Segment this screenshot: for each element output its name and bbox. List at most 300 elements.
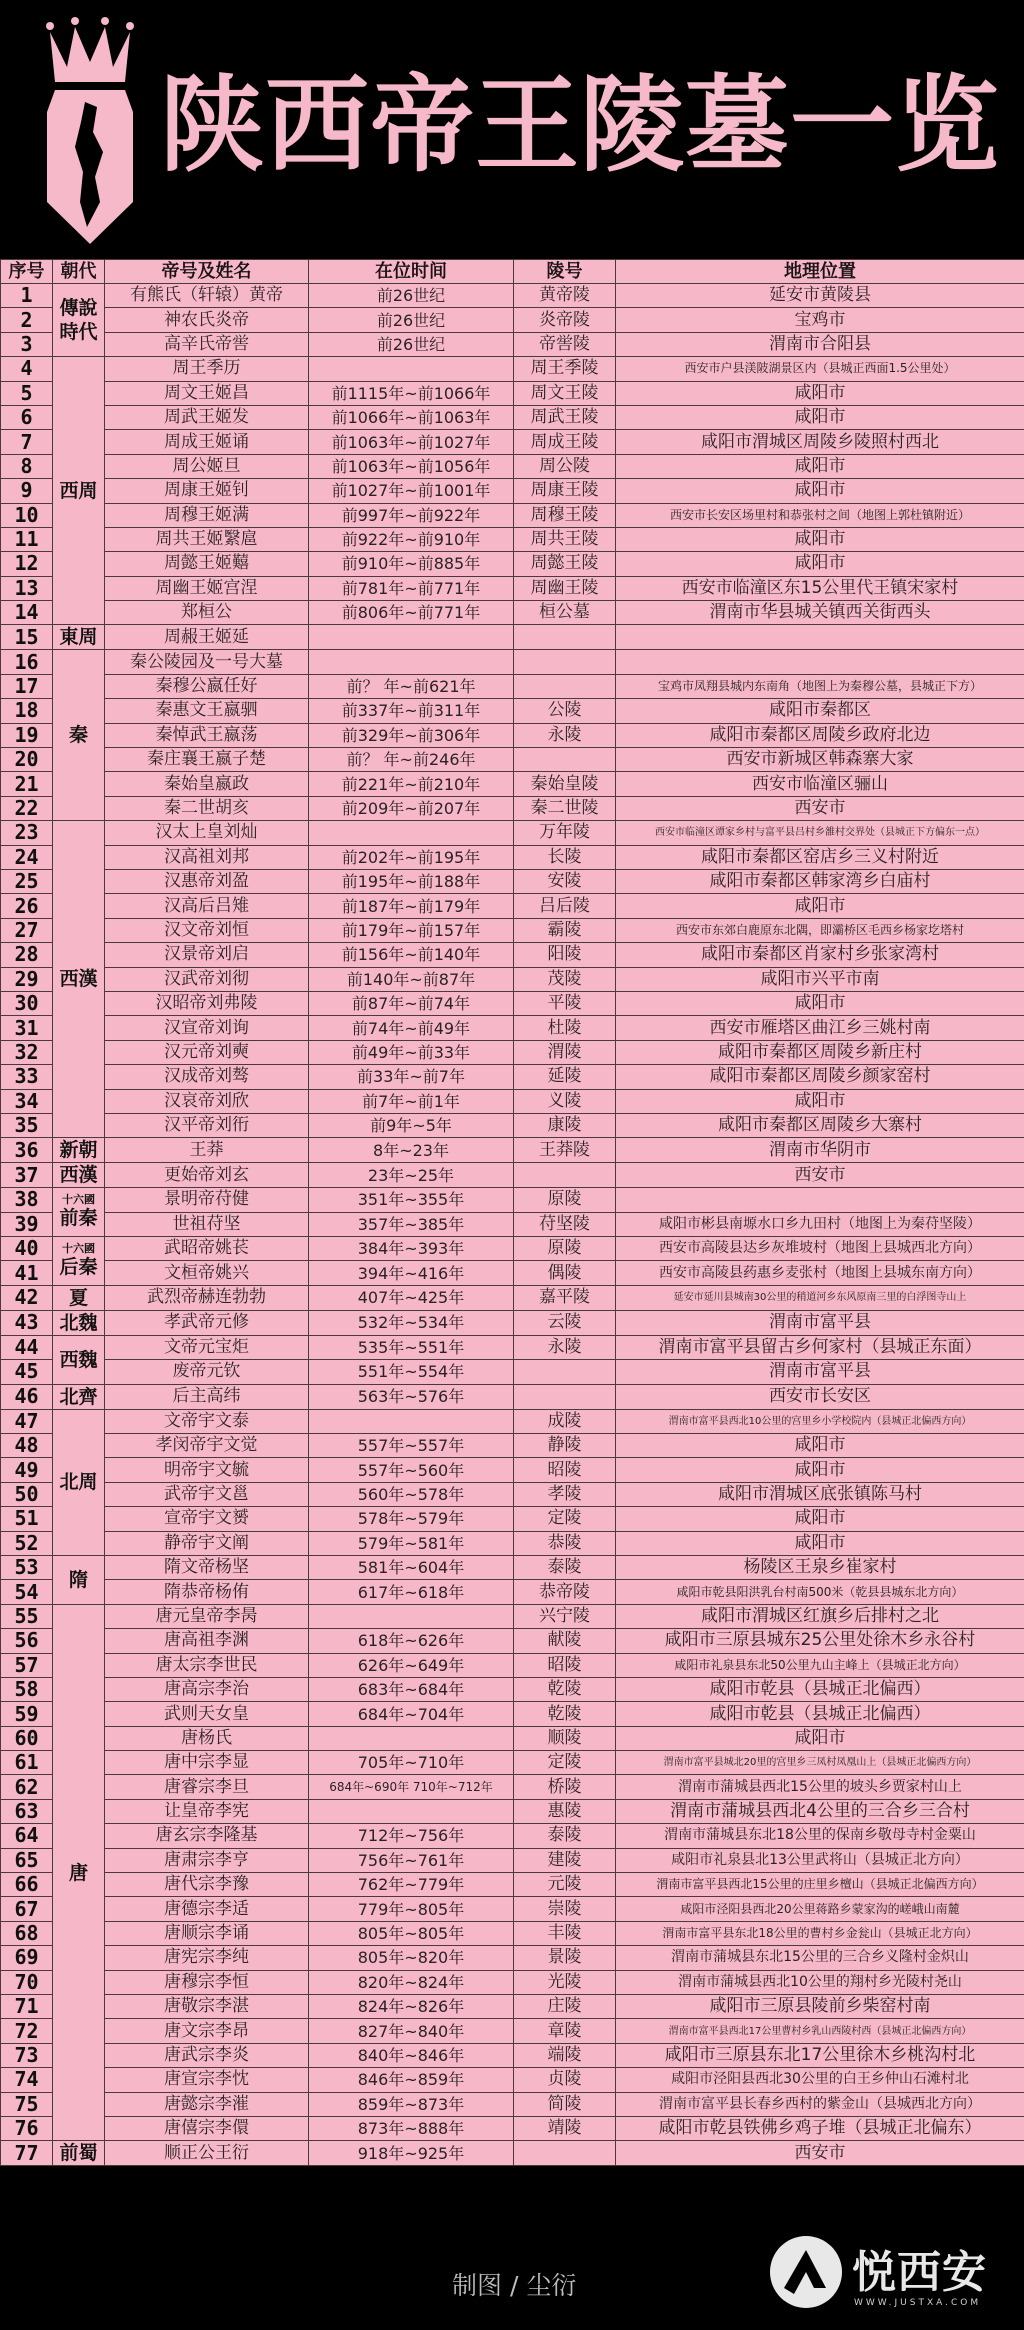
location: 西安市高陵县达乡灰堆坡村（地图上县城西北方向） <box>616 1237 1024 1261</box>
footer <box>0 2198 1024 2330</box>
tomb-name: 丰陵 <box>514 1921 616 1945</box>
emperor-name: 周康王姬钊 <box>105 479 309 503</box>
emperor-name: 汉惠帝刘盈 <box>105 869 309 893</box>
reign-period: 前87年~前74年 <box>309 991 514 1015</box>
reign-period: 779年~805年 <box>309 1897 514 1921</box>
reign-period: 859年~873年 <box>309 2092 514 2116</box>
dynasty-name: 西漢 <box>59 1164 98 1187</box>
row-index: 31 <box>1 1016 53 1040</box>
table-row <box>1 1458 1024 1482</box>
reign-period: 918年~925年 <box>309 2141 514 2166</box>
row-index: 13 <box>1 576 53 600</box>
tomb-name: 崇陵 <box>514 1897 616 1921</box>
emperor-name: 周共王姬繄扈 <box>105 527 309 551</box>
emperor-name: 秦惠文王嬴驷 <box>105 699 309 723</box>
row-index: 6 <box>1 405 53 429</box>
table-row <box>1 1653 1024 1677</box>
emperor-name: 唐顺宗李诵 <box>105 1921 309 1945</box>
emperor-name: 唐元皇帝李昺 <box>105 1604 309 1628</box>
emperor-name: 唐高祖李渊 <box>105 1629 309 1653</box>
reign-period: 前1027年~前1001年 <box>309 479 514 503</box>
reign-period <box>309 821 514 845</box>
table-row <box>1 1507 1024 1531</box>
location: 渭南市富平县 <box>616 1360 1024 1384</box>
reign-period: 前1115年~前1066年 <box>309 381 514 405</box>
emperor-name: 汉平帝刘衎 <box>105 1113 309 1137</box>
row-index: 36 <box>1 1138 53 1163</box>
row-index: 76 <box>1 2116 53 2140</box>
tomb-name: 端陵 <box>514 2043 616 2067</box>
reign-period: 前9年~5年 <box>309 1113 514 1137</box>
emperor-name: 武则天女皇 <box>105 1702 309 1726</box>
table-row <box>1 1897 1024 1921</box>
table-row <box>1 1016 1024 1040</box>
table-row <box>1 1237 1024 1261</box>
table-row <box>1 2116 1024 2140</box>
tomb-name: 义陵 <box>514 1089 616 1113</box>
emperor-name: 明帝宇文毓 <box>105 1458 309 1482</box>
tomb-name: 阳陵 <box>514 943 616 967</box>
location: 咸阳市秦都区周陵乡颜家窑村 <box>616 1065 1024 1089</box>
dynasty-name: 唐 <box>68 1861 88 1884</box>
emperor-name: 周穆王姬满 <box>105 503 309 527</box>
emperor-name: 周公姬旦 <box>105 454 309 478</box>
dynasty-cell <box>53 1138 105 1163</box>
reign-period: 705年~710年 <box>309 1751 514 1775</box>
emperor-name: 神农氏炎帝 <box>105 308 309 332</box>
dynasty-name: 北周 <box>59 1471 98 1494</box>
row-index: 57 <box>1 1653 53 1677</box>
row-index: 49 <box>1 1458 53 1482</box>
location: 咸阳市兴平市南 <box>616 967 1024 991</box>
emperor-name: 汉武帝刘彻 <box>105 967 309 991</box>
emperor-name: 汉昭帝刘弗陵 <box>105 991 309 1015</box>
location: 西安市新城区韩森寨大家 <box>616 748 1024 772</box>
tomb-name: 昭陵 <box>514 1653 616 1677</box>
reign-period <box>309 1604 514 1628</box>
header-tomb-name: 陵号 <box>514 260 616 284</box>
table-row <box>1 748 1024 772</box>
emperor-name: 秦二世胡亥 <box>105 796 309 820</box>
location: 咸阳市 <box>616 1726 1024 1750</box>
reign-period: 756年~761年 <box>309 1848 514 1872</box>
dynasty-cell <box>53 1285 105 1310</box>
emperor-name: 景明帝苻健 <box>105 1188 309 1212</box>
location: 咸阳市乾县（县城正北偏西） <box>616 1677 1024 1701</box>
location: 渭南市合阳县 <box>616 332 1024 356</box>
row-index: 68 <box>1 1921 53 1945</box>
tomb-name: 庄陵 <box>514 1995 616 2019</box>
row-index: 4 <box>1 357 53 381</box>
dynasty-cell <box>53 1335 105 1384</box>
location: 咸阳市乾县阳洪乳台村南500米（乾县县城东北方向） <box>616 1580 1024 1604</box>
reign-period: 前156年~前140年 <box>309 943 514 967</box>
location: 西安市临潼区东15公里代王镇宋家村 <box>616 576 1024 600</box>
reign-period: 前？ 年~前246年 <box>309 748 514 772</box>
emperor-name: 唐代宗李豫 <box>105 1873 309 1897</box>
row-index: 60 <box>1 1726 53 1750</box>
row-index: 15 <box>1 625 53 650</box>
table-row <box>1 821 1024 845</box>
tomb-name: 偶陵 <box>514 1261 616 1285</box>
reign-period: 前806年~前771年 <box>309 601 514 625</box>
reign-period: 前187年~前179年 <box>309 894 514 918</box>
row-index: 48 <box>1 1434 53 1458</box>
row-index: 39 <box>1 1212 53 1236</box>
dynasty-name: 北齊 <box>59 1385 98 1408</box>
table-row <box>1 918 1024 942</box>
emperor-name: 周武王姬发 <box>105 405 309 429</box>
location: 咸阳市三原县城东25公里处徐木乡永谷村 <box>616 1629 1024 1653</box>
row-index: 30 <box>1 991 53 1015</box>
location: 西安市长安区 <box>616 1384 1024 1409</box>
emperor-name: 武烈帝赫连勃勃 <box>105 1285 309 1310</box>
row-index: 28 <box>1 943 53 967</box>
row-index: 73 <box>1 2043 53 2067</box>
emperor-name: 秦公陵园及一号大墓 <box>105 650 309 674</box>
tomb-name <box>514 1163 616 1188</box>
location: 咸阳市礼泉县北13公里武将山（县城正北方向） <box>616 1848 1024 1872</box>
row-index: 19 <box>1 723 53 747</box>
reign-period: 827年~840年 <box>309 2019 514 2043</box>
tomb-name: 泰陵 <box>514 1555 616 1579</box>
reign-period: 532年~534年 <box>309 1310 514 1335</box>
tomb-name: 乾陵 <box>514 1677 616 1701</box>
reign-period: 557年~560年 <box>309 1458 514 1482</box>
dynasty-name: 隋 <box>68 1568 88 1591</box>
dynasty-cell <box>53 1310 105 1335</box>
reign-period <box>309 1409 514 1433</box>
table-row <box>1 650 1024 674</box>
reign-period: 560年~578年 <box>309 1482 514 1506</box>
row-index: 56 <box>1 1629 53 1653</box>
reign-period: 前1063年~前1056年 <box>309 454 514 478</box>
tomb-name: 康陵 <box>514 1113 616 1137</box>
row-index: 62 <box>1 1775 53 1799</box>
dynasty-name: 東周 <box>59 626 98 649</box>
table-row <box>1 869 1024 893</box>
location: 西安市雁塔区曲江乡三姚村南 <box>616 1016 1024 1040</box>
header-location: 地理位置 <box>616 260 1024 284</box>
tomb-name: 孝陵 <box>514 1482 616 1506</box>
tomb-name: 永陵 <box>514 723 616 747</box>
table-row <box>1 772 1024 796</box>
location: 咸阳市 <box>616 1458 1024 1482</box>
row-index: 72 <box>1 2019 53 2043</box>
emperor-name: 孝闵帝宇文觉 <box>105 1434 309 1458</box>
dynasty-name: 北魏 <box>59 1311 98 1334</box>
tomb-name: 永陵 <box>514 1335 616 1359</box>
emperor-name: 秦悼武王嬴荡 <box>105 723 309 747</box>
location: 西安市 <box>616 1163 1024 1188</box>
location: 咸阳市 <box>616 894 1024 918</box>
emperor-name: 文帝元宝炬 <box>105 1335 309 1359</box>
tomb-name: 帝喾陵 <box>514 332 616 356</box>
tomb-name: 周懿王陵 <box>514 552 616 576</box>
location: 西安市 <box>616 796 1024 820</box>
row-index: 10 <box>1 503 53 527</box>
tomb-name: 周成王陵 <box>514 430 616 454</box>
reign-period: 前910年~前885年 <box>309 552 514 576</box>
tomb-name: 苻坚陵 <box>514 1212 616 1236</box>
row-index: 25 <box>1 869 53 893</box>
table-row <box>1 1775 1024 1799</box>
table-row <box>1 601 1024 625</box>
location: 咸阳市 <box>616 1531 1024 1555</box>
location <box>616 1188 1024 1212</box>
tomb-name: 茂陵 <box>514 967 616 991</box>
tomb-name <box>514 2141 616 2166</box>
row-index: 44 <box>1 1335 53 1359</box>
dynasty-cell <box>53 1188 105 1237</box>
tomb-name: 周幽王陵 <box>514 576 616 600</box>
tomb-name <box>514 1384 616 1409</box>
location: 渭南市富平县西北10公里的宫里乡小学校院内（县城正北偏西方向） <box>616 1409 1024 1433</box>
location: 咸阳市 <box>616 1507 1024 1531</box>
tomb-name: 安陵 <box>514 869 616 893</box>
reign-period: 684年~690年 710年~712年 <box>309 1775 514 1799</box>
reign-period: 557年~557年 <box>309 1434 514 1458</box>
row-index: 7 <box>1 430 53 454</box>
emperor-name: 唐玄宗李隆基 <box>105 1824 309 1848</box>
reign-period: 前140年~前87年 <box>309 967 514 991</box>
table-row <box>1 845 1024 869</box>
dynasty-name: 夏 <box>68 1286 88 1309</box>
emperor-name: 有熊氏（轩辕）黄帝 <box>105 284 309 308</box>
location: 渭南市富平县西北15公里的庄里乡檀山（县城正北偏西方向） <box>616 1873 1024 1897</box>
row-index: 77 <box>1 2141 53 2166</box>
emperor-name: 隋文帝杨坚 <box>105 1555 309 1579</box>
emperor-name: 汉文帝刘恒 <box>105 918 309 942</box>
reign-period: 前33年~前7年 <box>309 1065 514 1089</box>
reign-period: 846年~859年 <box>309 2068 514 2092</box>
tomb-name: 光陵 <box>514 1970 616 1994</box>
tomb-name: 周武王陵 <box>514 405 616 429</box>
reign-period: 563年~576年 <box>309 1384 514 1409</box>
reign-period: 535年~551年 <box>309 1335 514 1359</box>
tomb-name: 献陵 <box>514 1629 616 1653</box>
emperor-name: 唐懿宗李漼 <box>105 2092 309 2116</box>
emperor-name: 唐高宗李治 <box>105 1677 309 1701</box>
reign-period: 前337年~前311年 <box>309 699 514 723</box>
row-index: 26 <box>1 894 53 918</box>
emperor-name: 世祖苻坚 <box>105 1212 309 1236</box>
reign-period: 前922年~前910年 <box>309 527 514 551</box>
location: 渭南市蒲城县西北15公里的坡头乡贾家村山上 <box>616 1775 1024 1799</box>
table-row <box>1 1677 1024 1701</box>
tomb-name: 建陵 <box>514 1848 616 1872</box>
emperor-name: 周懿王姬囏 <box>105 552 309 576</box>
crown-shaanxi-map-logo-icon <box>45 12 135 247</box>
emperor-name: 秦始皇嬴政 <box>105 772 309 796</box>
reign-period: 前202年~前195年 <box>309 845 514 869</box>
reign-period <box>309 357 514 381</box>
emperor-name: 王莽 <box>105 1138 309 1163</box>
tomb-name: 长陵 <box>514 845 616 869</box>
table-row <box>1 527 1024 551</box>
reign-period: 805年~820年 <box>309 1946 514 1970</box>
row-index: 14 <box>1 601 53 625</box>
row-index: 3 <box>1 332 53 356</box>
row-index: 21 <box>1 772 53 796</box>
emperor-name: 汉元帝刘奭 <box>105 1040 309 1064</box>
table-row <box>1 430 1024 454</box>
table-row <box>1 332 1024 356</box>
location: 咸阳市 <box>616 1089 1024 1113</box>
table-row <box>1 1384 1024 1409</box>
emperor-name: 宣帝宇文赟 <box>105 1507 309 1531</box>
table-row <box>1 2141 1024 2166</box>
row-index: 35 <box>1 1113 53 1137</box>
table-row <box>1 479 1024 503</box>
dynasty-name: 前蜀 <box>59 2142 98 2165</box>
emperor-name: 汉高祖刘邦 <box>105 845 309 869</box>
table-row <box>1 1212 1024 1236</box>
tomb-name: 周公陵 <box>514 454 616 478</box>
table-row <box>1 1261 1024 1285</box>
location: 渭南市华阴市 <box>616 1138 1024 1163</box>
table-row <box>1 405 1024 429</box>
emperor-name: 汉哀帝刘欣 <box>105 1089 309 1113</box>
location: 渭南市蒲城县西北10公里的翔村乡光陵村尧山 <box>616 1970 1024 1994</box>
row-index: 71 <box>1 1995 53 2019</box>
dynasty-subtitle: 十六國 <box>62 1193 95 1207</box>
location: 咸阳市三原县陵前乡柴窑村南 <box>616 1995 1024 2019</box>
row-index: 65 <box>1 1848 53 1872</box>
table-row <box>1 1848 1024 1872</box>
reign-period <box>309 1799 514 1823</box>
tomb-name: 顺陵 <box>514 1726 616 1750</box>
emperor-name: 顺正公王衍 <box>105 2141 309 2166</box>
location: 西安市临潼区骊山 <box>616 772 1024 796</box>
emperor-name: 唐杨氏 <box>105 1726 309 1750</box>
row-index: 46 <box>1 1384 53 1409</box>
dynasty-name: 西魏 <box>59 1348 98 1371</box>
emperor-name: 隋恭帝杨侑 <box>105 1580 309 1604</box>
brand-url: WWW.JUSTXA.COM <box>854 2298 982 2308</box>
location: 咸阳市秦都区 <box>616 699 1024 723</box>
header-emperor-name: 帝号及姓名 <box>105 260 309 284</box>
tomb-name: 平陵 <box>514 991 616 1015</box>
row-index: 16 <box>1 650 53 674</box>
emperor-name: 汉景帝刘启 <box>105 943 309 967</box>
location: 渭南市蒲城县西北4公里的三合乡三合村 <box>616 1799 1024 1823</box>
emperor-name: 唐文宗李昂 <box>105 2019 309 2043</box>
tomb-name: 炎帝陵 <box>514 308 616 332</box>
location: 渭南市华县城关镇西关街西头 <box>616 601 1024 625</box>
table-row <box>1 991 1024 1015</box>
emperor-name: 文桓帝姚兴 <box>105 1261 309 1285</box>
row-index: 54 <box>1 1580 53 1604</box>
row-index: 40 <box>1 1237 53 1261</box>
row-index: 51 <box>1 1507 53 1531</box>
emperor-name: 周文王姬昌 <box>105 381 309 405</box>
table-row <box>1 796 1024 820</box>
row-index: 33 <box>1 1065 53 1089</box>
tomb-name: 周文王陵 <box>514 381 616 405</box>
tomb-name: 恭陵 <box>514 1531 616 1555</box>
location: 咸阳市秦都区周陵乡政府北边 <box>616 723 1024 747</box>
location: 延安市延川县城南30公里的稍道河乡东风原南三里的白浮图寺山上 <box>616 1285 1024 1310</box>
reign-period: 683年~684年 <box>309 1677 514 1701</box>
emperor-name: 武帝宇文邕 <box>105 1482 309 1506</box>
row-index: 24 <box>1 845 53 869</box>
location <box>616 625 1024 650</box>
tomb-name <box>514 625 616 650</box>
emperor-tombs-table <box>0 259 1024 2166</box>
reign-period: 684年~704年 <box>309 1702 514 1726</box>
table-row <box>1 1360 1024 1384</box>
reign-period: 前997年~前922年 <box>309 503 514 527</box>
tomb-name: 成陵 <box>514 1409 616 1433</box>
row-index: 70 <box>1 1970 53 1994</box>
location: 咸阳市 <box>616 479 1024 503</box>
reign-period: 873年~888年 <box>309 2116 514 2140</box>
row-index: 18 <box>1 699 53 723</box>
dynasty-cell <box>53 284 105 357</box>
row-index: 11 <box>1 527 53 551</box>
emperor-name: 唐中宗李显 <box>105 1751 309 1775</box>
table-row <box>1 1285 1024 1310</box>
dynasty-cell <box>53 1237 105 1286</box>
table-row <box>1 1040 1024 1064</box>
row-index: 17 <box>1 674 53 698</box>
location: 西安市高陵县药惠乡麦张村（地图上县城东南方向） <box>616 1261 1024 1285</box>
location: 渭南市富平县 <box>616 1310 1024 1335</box>
location: 咸阳市乾县铁佛乡鸡子堆（县城正北偏东） <box>616 2116 1024 2140</box>
location: 咸阳市渭城区红旗乡后排村之北 <box>616 1604 1024 1628</box>
dynasty-cell <box>53 821 105 1138</box>
row-index: 22 <box>1 796 53 820</box>
tomb-name: 万年陵 <box>514 821 616 845</box>
table-row <box>1 1188 1024 1212</box>
emperor-name: 汉高后吕雉 <box>105 894 309 918</box>
reign-period: 351年~355年 <box>309 1188 514 1212</box>
table-row <box>1 1751 1024 1775</box>
tomb-name: 桥陵 <box>514 1775 616 1799</box>
row-index: 47 <box>1 1409 53 1433</box>
reign-period: 前49年~前33年 <box>309 1040 514 1064</box>
location: 渭南市富平县西北17公里曹村乡乳山西陵村西（县城正北偏西方向） <box>616 2019 1024 2043</box>
dynasty-name: 西周 <box>59 479 98 502</box>
tomb-name: 惠陵 <box>514 1799 616 1823</box>
row-index: 66 <box>1 1873 53 1897</box>
tomb-name: 贞陵 <box>514 2068 616 2092</box>
table-row <box>1 1138 1024 1163</box>
table-row <box>1 1065 1024 1089</box>
table-row <box>1 2043 1024 2067</box>
table-row <box>1 284 1024 308</box>
location: 西安市 <box>616 2141 1024 2166</box>
table-row <box>1 1799 1024 1823</box>
table-row <box>1 625 1024 650</box>
emperor-name: 唐睿宗李旦 <box>105 1775 309 1799</box>
row-index: 61 <box>1 1751 53 1775</box>
reign-period: 8年~23年 <box>309 1138 514 1163</box>
tomb-name: 简陵 <box>514 2092 616 2116</box>
location: 咸阳市渭城区周陵乡陵照村西北 <box>616 430 1024 454</box>
reign-period: 618年~626年 <box>309 1629 514 1653</box>
tomb-name: 周王季陵 <box>514 357 616 381</box>
row-index: 5 <box>1 381 53 405</box>
brand-name: 悦西安 <box>852 2247 987 2298</box>
tomb-name: 渭陵 <box>514 1040 616 1064</box>
tomb-name: 周穆王陵 <box>514 503 616 527</box>
emperor-name: 唐宣宗李忱 <box>105 2068 309 2092</box>
emperor-name: 周成王姬诵 <box>105 430 309 454</box>
table-row <box>1 357 1024 381</box>
location: 咸阳市秦都区周陵乡大寨村 <box>616 1113 1024 1137</box>
